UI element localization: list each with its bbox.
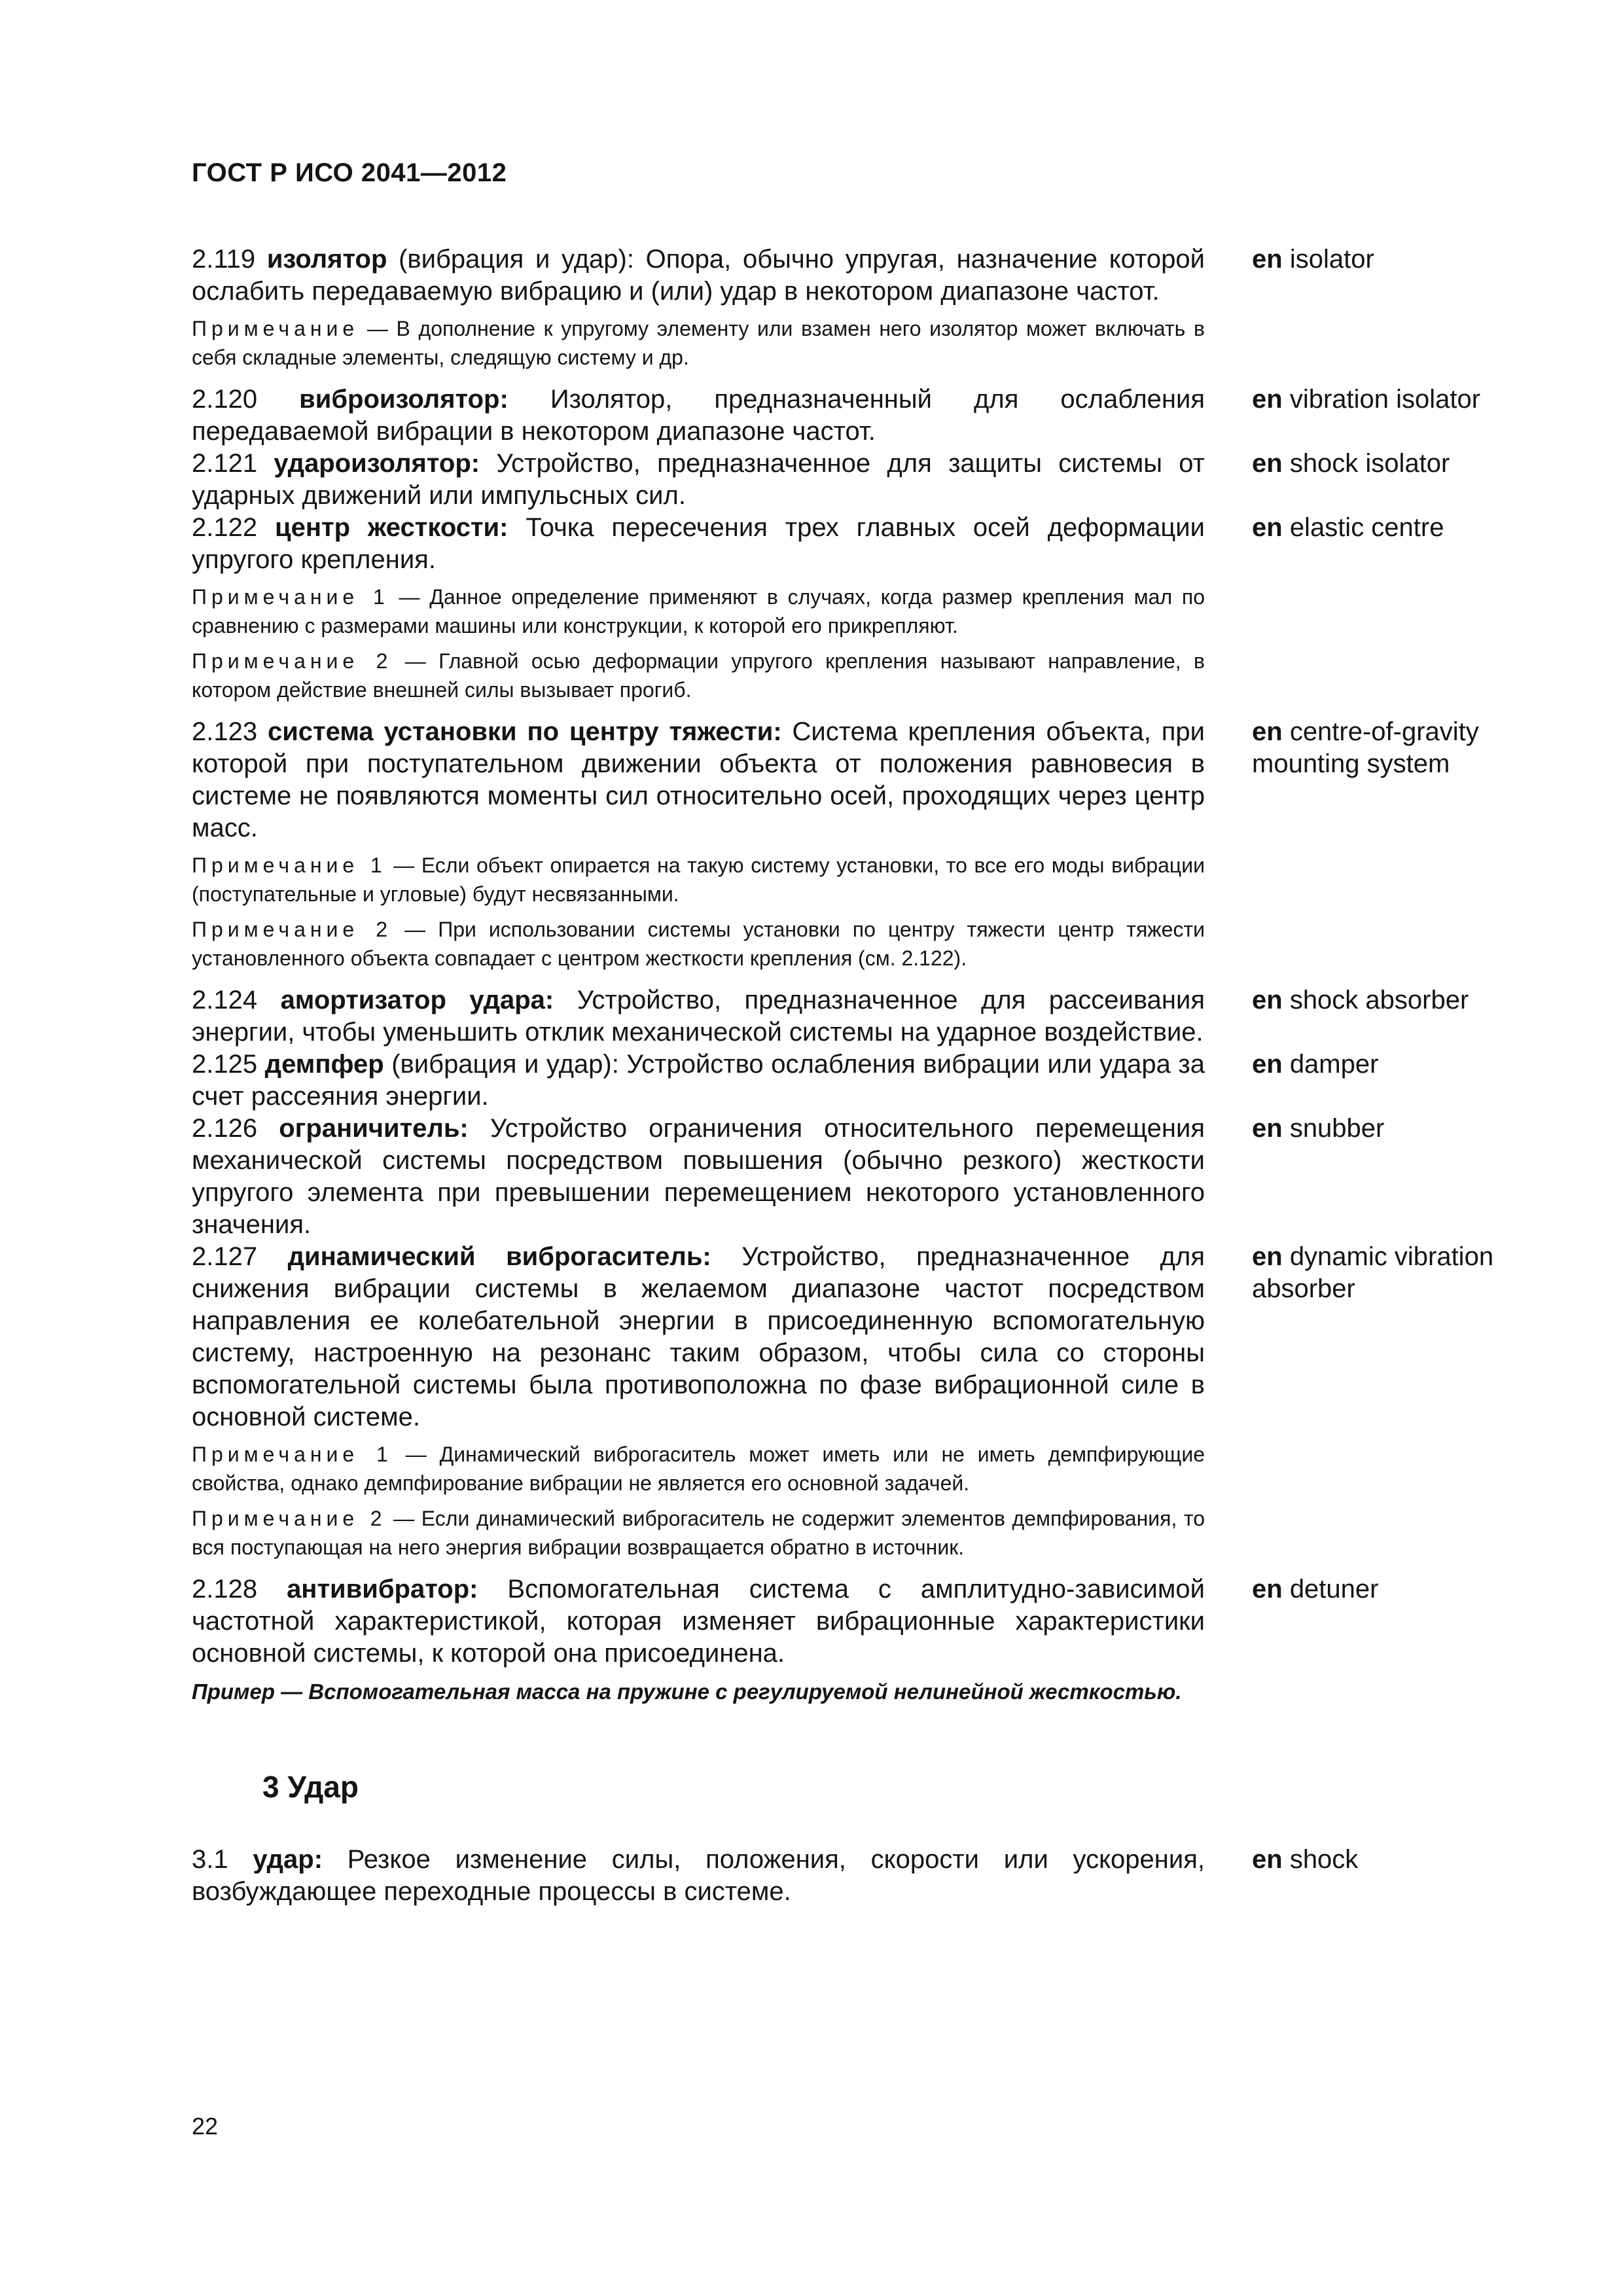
- english-equivalent: en centre-of-gravity mounting system: [1252, 717, 1479, 778]
- note-text: — Если динамический виброгаситель не содержит элементов демпфирования, то вся поступающая на него энергия вибрации возвращается обратно в источник.: [192, 1507, 1205, 1559]
- note: [192, 915, 1205, 973]
- entry-number: 2.128: [192, 1575, 258, 1604]
- entry-definition: (вибрация и удар): Устройство ослабления вибрации или удара за счет рассеяния энергии.: [192, 1050, 1205, 1111]
- note-label: Примечание 1: [192, 853, 387, 877]
- note-label: Примечание 1: [192, 1443, 393, 1466]
- entry-term: антивибратор:: [287, 1575, 478, 1604]
- note: [192, 647, 1205, 704]
- note-text: — В дополнение к упругому элементу или взамен него изолятор может включать в себя складные элементы, следящую систему и др.: [192, 317, 1205, 369]
- document-body: [192, 243, 1514, 1908]
- english-equivalent: en snubber: [1252, 1114, 1385, 1143]
- entry-number: 2.127: [192, 1242, 258, 1271]
- entry-number: 2.120: [192, 385, 258, 414]
- entry-number: 3.1: [192, 1845, 228, 1874]
- example-text: Пример — Вспомогательная масса на пружине с регулируемой нелинейной жесткостью.: [192, 1679, 1182, 1704]
- english-equivalent: en shock: [1252, 1845, 1359, 1874]
- term-entry-2-122: [192, 512, 1514, 576]
- entry-definition: Устройство ограничения относительного перемещения механической системы посредством повышения (обычно резкого) жесткости упругого элемента при превышении перемещением некоторого установленного значения.: [192, 1114, 1205, 1239]
- note-text: — Главной осью деформации упругого крепления называют направление, в котором действие внешней силы вызывает прогиб.: [192, 649, 1205, 702]
- note: [192, 1504, 1205, 1562]
- entry-term: изолятор: [266, 245, 387, 274]
- note: [192, 583, 1205, 640]
- english-equivalent: en detuner: [1252, 1575, 1379, 1604]
- entry-definition: Изолятор, предназначенный для ослабления передаваемой вибрации в некотором диапазоне частот.: [192, 385, 1205, 446]
- entry-definition: (вибрация и удар): Опора, обычно упругая, назначение которой ослабить передаваемую вибрацию и (или) удар в некотором диапазоне частот.: [192, 245, 1205, 306]
- entry-definition: Точка пересечения трех главных осей деформации упругого крепления.: [192, 513, 1205, 574]
- entry-term: амортизатор удара:: [280, 986, 554, 1014]
- entry-definition: Устройство, предназначенное для рассеивания энергии, чтобы уменьшить отклик механической системы на ударное воздействие.: [192, 986, 1205, 1047]
- note-text: — Динамический виброгаситель может иметь или не иметь демпфирующие свойства, однако демпфирование вибрации не является его основной задачей.: [192, 1443, 1205, 1495]
- term-entry-2-124: [192, 984, 1514, 1049]
- note-text: — При использовании системы установки по центру тяжести центр тяжести установленного объекта совпадает с центром жесткости крепления (см. 2.122).: [192, 918, 1205, 970]
- entry-definition: Устройство, предназначенное для снижения вибрации системы в желаемом диапазоне частот посредством направления ее колебательной энергии в присоединенную вспомогательную систему, настроенную на резонанс таким образом, чтобы сила со стороны вспомогательной системы была противоположна по фазе вибрационной силе в основной системе.: [192, 1242, 1205, 1431]
- note-label: Примечание 2: [192, 918, 393, 941]
- note: [192, 314, 1205, 372]
- page-number: 22: [192, 2113, 219, 2140]
- term-entry-2-126: [192, 1113, 1514, 1241]
- note-label: Примечание: [192, 317, 359, 340]
- term-entry-2-120: [192, 384, 1514, 448]
- english-equivalent: en dynamic vibration absorber: [1252, 1242, 1494, 1303]
- english-equivalent: en shock isolator: [1252, 449, 1450, 478]
- english-equivalent: en isolator: [1252, 245, 1374, 274]
- term-entry-2-128: [192, 1573, 1514, 1670]
- term-entry-2-119: [192, 243, 1514, 308]
- section-heading: 3 Удар: [262, 1770, 359, 1804]
- entry-number: 2.123: [192, 717, 258, 746]
- entry-term: виброизолятор:: [299, 385, 508, 414]
- entry-number: 2.125: [192, 1050, 258, 1079]
- entry-definition: Резкое изменение силы, положения, скорости или ускорения, возбуждающее переходные процессы в системе.: [192, 1845, 1205, 1906]
- note-label: Примечание 2: [192, 649, 393, 673]
- english-equivalent: en shock absorber: [1252, 986, 1469, 1014]
- entry-definition: Устройство, предназначенное для защиты системы от ударных движений или импульсных сил.: [192, 449, 1205, 510]
- note-text: — Если объект опирается на такую систему установки, то все его моды вибрации (поступательные и угловые) будут несвязанными.: [192, 853, 1205, 906]
- entry-term: ограничитель:: [279, 1114, 469, 1143]
- note: [192, 1440, 1205, 1498]
- document-header: ГОСТ Р ИСО 2041—2012: [192, 158, 507, 187]
- term-entry-3-1: [192, 1844, 1514, 1908]
- english-equivalent: en vibration isolator: [1252, 385, 1481, 414]
- note-label: Примечание 2: [192, 1507, 387, 1530]
- english-equivalent: en damper: [1252, 1050, 1379, 1079]
- note: [192, 851, 1205, 908]
- entry-number: 2.121: [192, 449, 258, 478]
- note-text: — Данное определение применяют в случаях, когда размер крепления мал по сравнению с размерами машины или конструкции, к которой его прикрепляют.: [192, 585, 1205, 637]
- entry-number: 2.119: [192, 245, 256, 274]
- entry-term: демпфер: [264, 1050, 384, 1079]
- entry-number: 2.122: [192, 513, 258, 542]
- entry-term: удар:: [253, 1845, 323, 1874]
- entry-number: 2.126: [192, 1114, 258, 1143]
- term-entry-2-123: [192, 716, 1514, 844]
- entry-definition: Вспомогательная система с амплитудно-зависимой частотной характеристикой, которая изменяет вибрационные характеристики основной системы, к которой она присоединена.: [192, 1575, 1205, 1668]
- entry-term: динамический виброгаситель:: [287, 1242, 711, 1271]
- note-label: Примечание 1: [192, 585, 389, 609]
- english-equivalent: en elastic centre: [1252, 513, 1444, 542]
- entry-term: система установки по центру тяжести:: [267, 717, 782, 746]
- entry-number: 2.124: [192, 986, 258, 1014]
- entry-definition: Система крепления объекта, при которой при поступательном движении объекта от положения равновесия в системе не появляются моменты сил относительно осей, проходящих через центр масс.: [192, 717, 1205, 842]
- entry-term: удароизолятор:: [274, 449, 480, 478]
- term-entry-2-121: [192, 448, 1514, 512]
- entry-term: центр жесткости:: [275, 513, 508, 542]
- term-entry-2-125: [192, 1049, 1514, 1113]
- term-entry-2-127: [192, 1241, 1514, 1433]
